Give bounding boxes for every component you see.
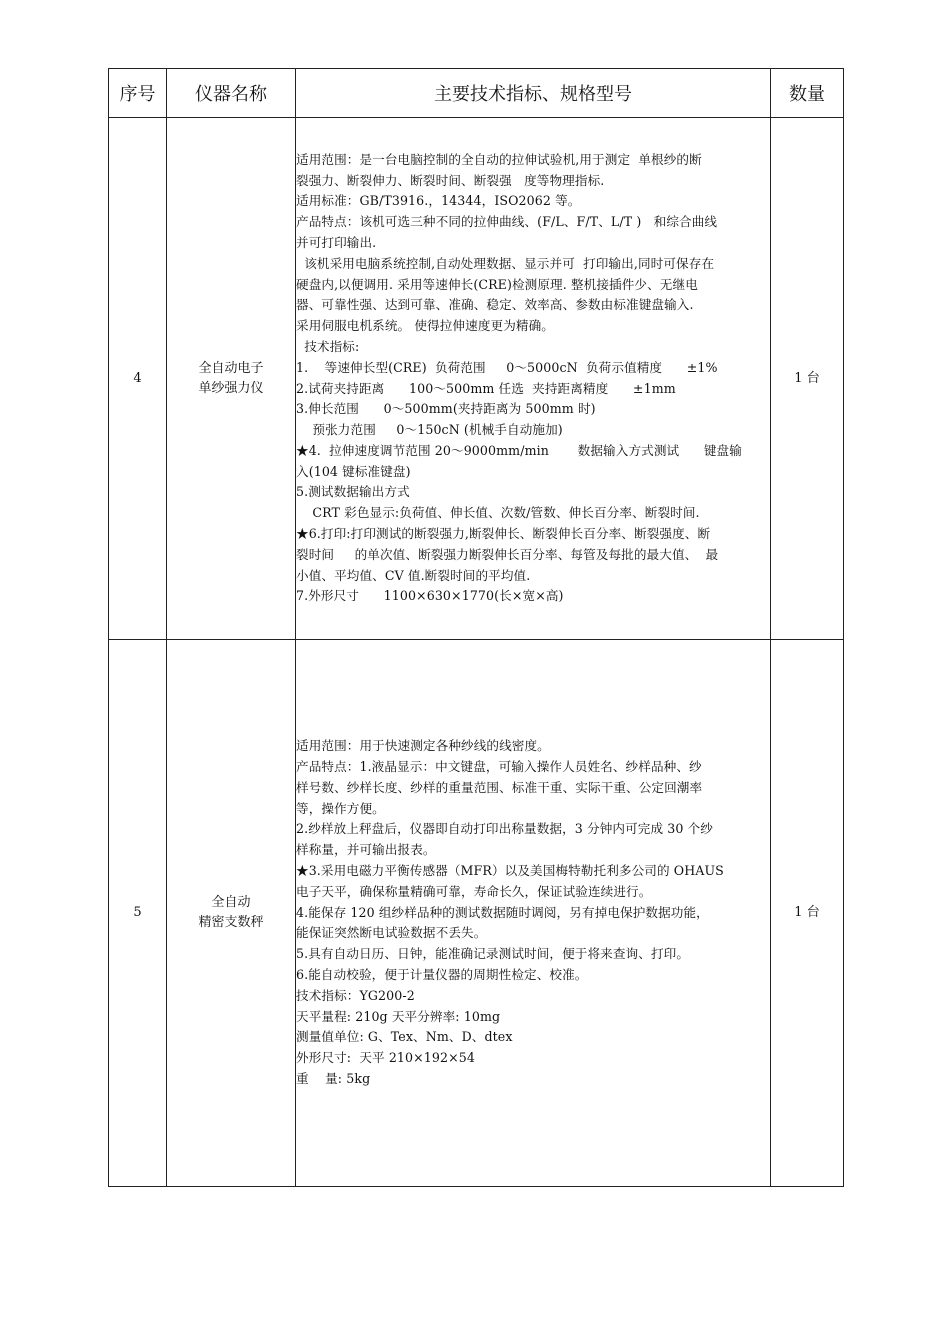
spec-text-block <box>296 150 770 608</box>
spec-line: 适用范围：是一台电脑控制的全自动的拉伸试验机,用于测定 单根纱的断 <box>296 151 702 167</box>
spec-line: 器、可靠性强、达到可靠、准确、稳定、效率高、参数由标准键盘输入. <box>296 297 694 313</box>
header-seq: 序号 <box>109 69 167 118</box>
spec-line: 3.伸长范围 0～500mm(夹持距离为 500mm 时) <box>296 401 596 417</box>
spec-line: 2.试荷夹持距离 100～500mm 任选 夹持距离精度 ±1mm <box>296 380 676 396</box>
spec-cell <box>296 118 771 640</box>
spec-line: 硬盘内,以便调用. 采用等速伸长(CRE)检测原理. 整机接插件少、无继电 <box>296 276 698 292</box>
spec-line: 外形尺寸: 天平 210×192×54 <box>296 1050 476 1066</box>
spec-line: 预张力范围 0～150cN (机械手自动施加) <box>296 422 563 438</box>
spec-line: 重 量: 5kg <box>296 1070 371 1086</box>
qty-cell: 1 台 <box>771 640 844 1187</box>
header-name: 仪器名称 <box>167 69 296 118</box>
spec-line: ★3.采用电磁力平衡传感器（MFR）以及美国梅特勒托利多公司的 OHAUS <box>296 863 724 878</box>
spec-line: 裂强力、断裂伸力、断裂时间、断裂强 度等物理指标. <box>296 172 605 188</box>
instrument-name-line: 精密支数秤 <box>198 915 264 930</box>
spec-line: ★4. 拉伸速度调节范围 20～9000mm/min 数据输入方式测试 键盘输 <box>296 442 742 458</box>
header-qty: 数量 <box>771 69 844 118</box>
qty-cell: 1 台 <box>771 118 844 640</box>
spec-line: 入(104 键标准键盘) <box>296 463 411 479</box>
spec-line: 4.能保存 120 组纱样品种的测试数据随时调阅，另有掉电保护数据功能， <box>296 904 709 920</box>
spec-line: 电子天平，确保称量精确可靠，寿命长久，保证试验连续进行。 <box>296 883 652 899</box>
spec-line: 5.具有自动日历、日钟，能准确记录测试时间，便于将来查询、打印。 <box>296 946 690 962</box>
spec-text-block <box>296 736 770 1090</box>
instrument-name-line: 全自动 <box>211 895 251 910</box>
spec-line: 2.纱样放上秤盘后，仪器即自动打印出称量数据，3 分钟内可完成 30 个纱 <box>296 821 713 837</box>
spec-line: 技术指标：YG200-2 <box>296 987 415 1003</box>
spec-line: 5.测试数据输出方式 <box>296 484 410 500</box>
seq-cell: 4 <box>109 118 167 640</box>
instrument-name-line: 单纱强力仪 <box>198 380 264 396</box>
spec-line: 能保证突然断电试验数据不丢失。 <box>296 925 487 941</box>
spec-cell <box>296 640 771 1187</box>
spec-line: 产品特点：该机可选三种不同的拉伸曲线、(F/L、F/T、L/T ) 和综合曲线 <box>296 214 718 230</box>
spec-line: 测量值单位: G、Tex、Nm、D、dtex <box>296 1029 513 1045</box>
spec-line: 1. 等速伸长型(CRE) 负荷范围 0～5000cN 负荷示值精度 ±1% <box>296 359 718 375</box>
spec-line: 产品特点：1.液晶显示：中文键盘，可输入操作人员姓名、纱样品种、纱 <box>296 759 702 775</box>
table-row <box>109 118 844 640</box>
spec-line: ★6.打印:打印测试的断裂强力,断裂伸长、断裂伸长百分率、断裂强度、断 <box>296 526 711 542</box>
spec-line: 适用标准：GB/T3916.，14344，ISO2062 等。 <box>296 193 581 209</box>
spec-line: 技术指标: <box>296 338 360 354</box>
instrument-name-line: 全自动电子 <box>198 360 264 376</box>
spec-line: 样号数、纱样长度、纱样的重量范围、标准干重、实际干重、公定回潮率 <box>296 779 703 795</box>
spec-line: 小值、平均值、CV 值.断裂时间的平均值. <box>296 567 531 583</box>
spec-line: 适用范围：用于快速测定各种纱线的线密度。 <box>296 738 550 754</box>
spec-line: 裂时间 的单次值、断裂强力断裂伸长百分率、每管及每批的最大值、 最 <box>296 546 719 562</box>
spec-line: 并可打印输出. <box>296 234 377 250</box>
instrument-name-cell <box>167 118 296 640</box>
spec-line: 样称量，并可输出报表。 <box>296 842 436 858</box>
table-row <box>109 640 844 1187</box>
spec-line: 7.外形尺寸 1100×630×1770(长×宽×高) <box>296 588 564 604</box>
equipment-spec-table <box>108 68 844 1187</box>
spec-line: CRT 彩色显示:负荷值、伸长值、次数/管数、伸长百分率、断裂时间. <box>296 505 700 521</box>
spec-line: 天平量程: 210g 天平分辨率: 10mg <box>296 1008 501 1024</box>
instrument-name-cell <box>167 640 296 1187</box>
seq-cell: 5 <box>109 640 167 1187</box>
header-spec: 主要技术指标、规格型号 <box>296 69 771 118</box>
spec-line: 该机采用电脑系统控制,自动处理数据、显示并可 打印输出,同时可保存在 <box>296 255 715 271</box>
header-row <box>109 69 844 118</box>
spec-line: 等，操作方便。 <box>296 800 385 816</box>
spec-line: 6.能自动校验，便于计量仪器的周期性检定、校准。 <box>296 966 588 982</box>
spec-line: 采用伺服电机系统。 使得拉伸速度更为精确。 <box>296 318 554 334</box>
